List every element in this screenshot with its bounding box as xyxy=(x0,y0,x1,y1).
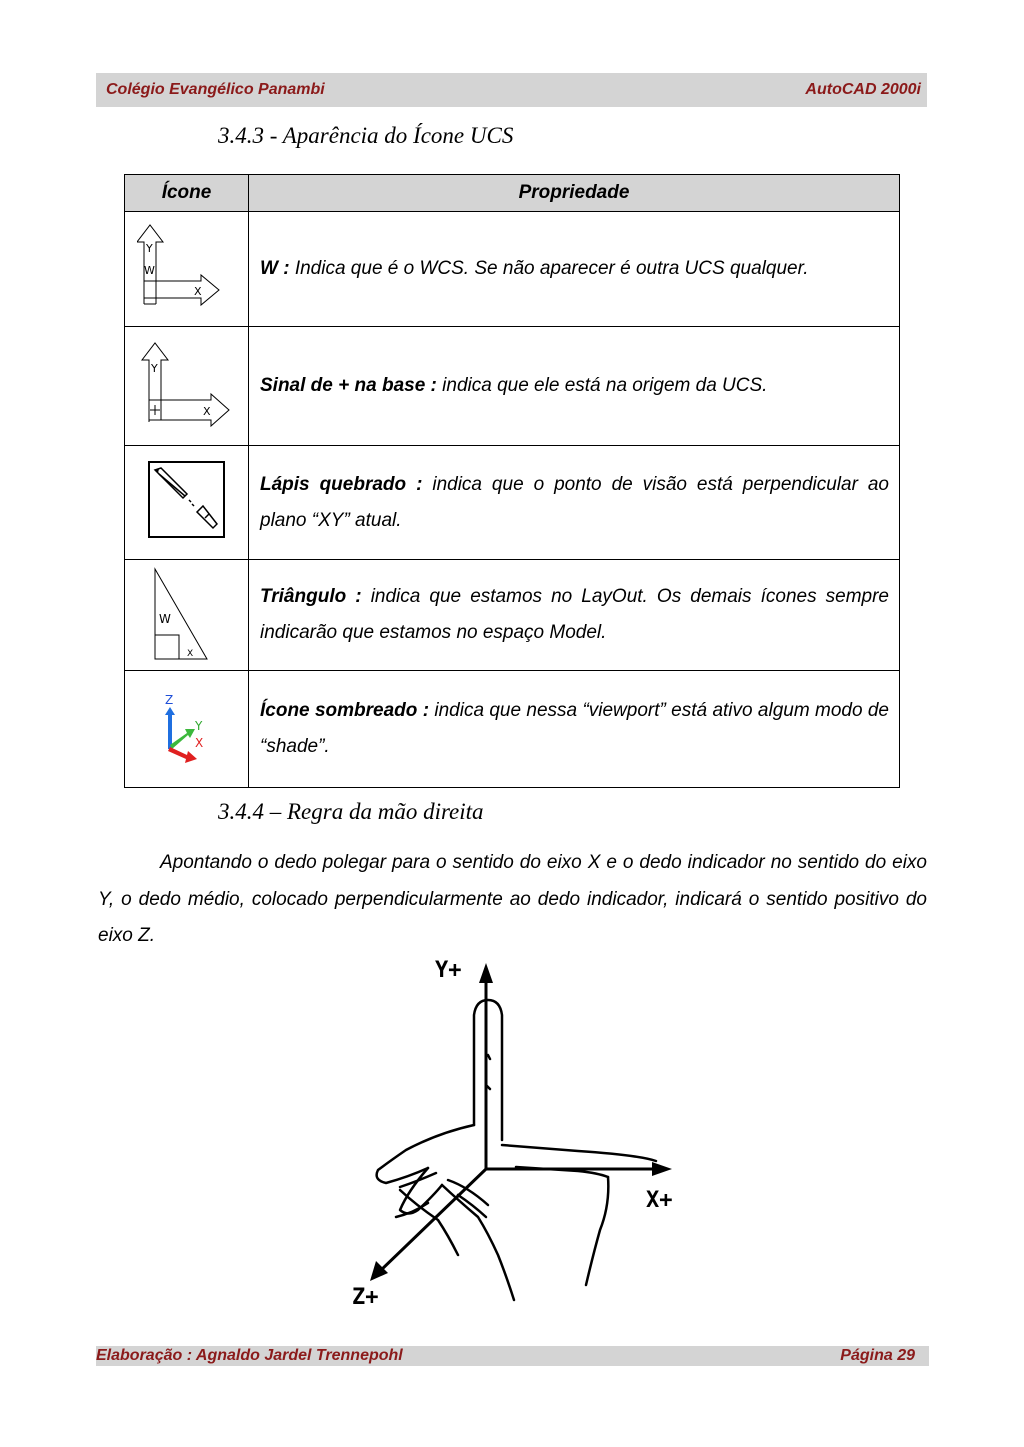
shaded-ucs-icon xyxy=(157,687,217,767)
icon-letter-w: W xyxy=(143,263,155,277)
property-text: Indica que é o WCS. Se não aparecer é outra UCS qualquer. xyxy=(289,258,809,279)
paragraph-text: Apontando o dedo polegar para o sentido do eixo X e o dedo indicador no sentido do eixo Y, o dedo médio, colocado perpendicularmente ao dedo indicador, indicará o sentido positivo do eixo Z. xyxy=(98,852,927,946)
property-cell xyxy=(249,446,900,560)
table-row xyxy=(125,560,900,671)
broken-pencil-icon xyxy=(147,460,227,540)
icon-cell xyxy=(125,327,249,446)
icon-cell xyxy=(125,446,249,560)
axis-label-y: Y+ xyxy=(435,958,462,983)
property-cell xyxy=(249,560,900,671)
col-header-icon: Ícone xyxy=(125,175,249,212)
icon-letter-y: Y xyxy=(145,241,153,255)
header-left: Colégio Evangélico Panambi xyxy=(106,81,325,98)
property-term: Ícone sombreado : xyxy=(260,700,430,721)
icon-letter-x: X xyxy=(193,284,202,298)
section-title-344: 3.4.4 – Regra da mão direita xyxy=(218,799,484,824)
property-text: indica que ele está na origem da UCS. xyxy=(436,375,768,396)
property-term: Triângulo : xyxy=(260,586,362,607)
right-hand-rule-figure xyxy=(338,955,684,1310)
icon-letter-z: Z xyxy=(164,692,173,707)
ucs-icon-table xyxy=(124,174,900,788)
icon-letter-x: X xyxy=(186,648,193,659)
axis-label-z: Z+ xyxy=(352,1285,379,1310)
icon-letter-y: Y xyxy=(194,718,202,733)
table-row xyxy=(125,446,900,560)
footer-page-number: Página 29 xyxy=(840,1347,915,1364)
property-text: indica que nessa “viewport” está ativo algum modo de “shade”. xyxy=(260,700,889,757)
col-header-property: Propriedade xyxy=(249,175,900,212)
icon-letter-w: W xyxy=(158,611,171,626)
property-term: W : xyxy=(260,258,290,279)
layout-triangle-icon xyxy=(137,563,237,663)
property-term: Sinal de + na base : xyxy=(260,375,437,396)
section-title-343: 3.4.3 - Aparência do Ícone UCS xyxy=(218,123,514,148)
footer-left: Elaboração : Agnaldo Jardel Trennepohl xyxy=(96,1347,403,1364)
icon-letter-y: Y xyxy=(150,361,158,375)
property-term: Lápis quebrado : xyxy=(260,473,423,495)
right-hand-rule-paragraph xyxy=(98,845,927,955)
table-row xyxy=(125,671,900,788)
header-right: AutoCAD 2000i xyxy=(805,81,921,98)
ucs-wcs-icon xyxy=(137,217,237,317)
page-header xyxy=(96,73,927,107)
ucs-origin-icon xyxy=(137,334,237,434)
icon-cell xyxy=(125,560,249,671)
page-footer xyxy=(96,1346,929,1366)
property-cell xyxy=(249,671,900,788)
icon-cell xyxy=(125,671,249,788)
property-cell xyxy=(249,327,900,446)
icon-letter-x: X xyxy=(202,404,211,418)
table-row xyxy=(125,212,900,327)
table-header-row xyxy=(125,175,900,212)
icon-cell xyxy=(125,212,249,327)
axis-label-x: X+ xyxy=(646,1188,673,1213)
property-text: indica que o ponto de visão está perpendicular ao plano “XY” atual. xyxy=(260,473,889,531)
icon-letter-x: X xyxy=(194,735,203,750)
property-text: indica que estamos no LayOut. Os demais ícones sempre indicarão que estamos no espaço Model. xyxy=(260,586,890,643)
table-row xyxy=(125,327,900,446)
property-cell xyxy=(249,212,900,327)
